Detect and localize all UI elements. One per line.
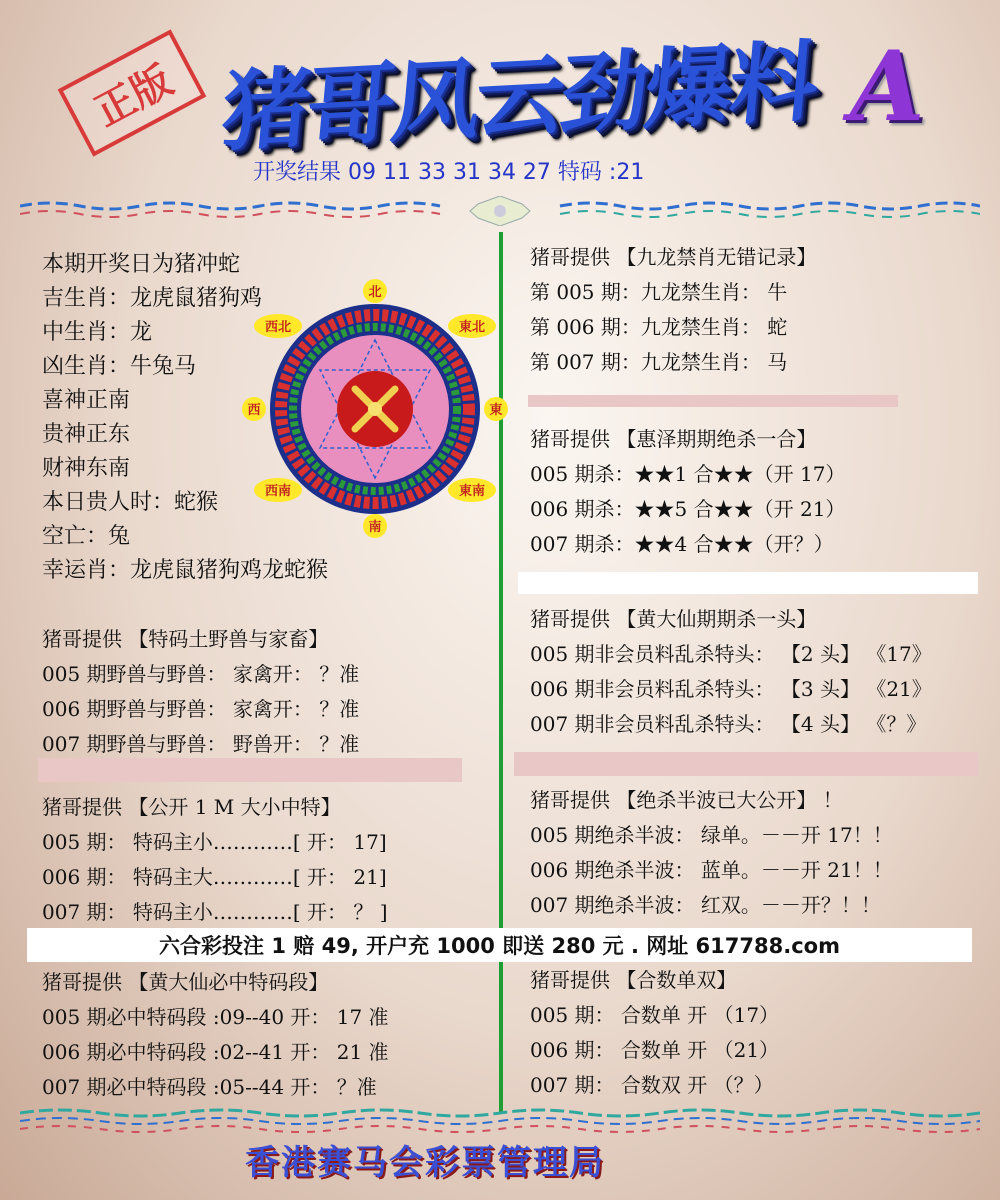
almanac-line: 吉生肖：龙虎鼠猪狗鸡 — [42, 286, 263, 311]
size-section — [42, 790, 388, 930]
promo-banner: 六合彩投注 1 赔 49, 开户充 1000 即送 280 元 . 网址 617788.com — [27, 928, 972, 962]
section-row: 007 期绝杀半波： 红双。－－开？！！ — [530, 893, 881, 917]
section-row: 第 006 期：九龙禁生肖： 蛇 — [530, 315, 788, 339]
section-row: 005 期非会员料乱杀特头： 【2 头】 《17》 — [530, 642, 932, 666]
almanac-line: 幸运肖：龙虎鼠猪狗鸡龙蛇猴 — [42, 558, 329, 583]
almanac-line: 凶生肖：牛兔马 — [42, 354, 197, 379]
section-row: 005 期杀：★★1 合★★（开 17） — [530, 462, 846, 486]
section-row: 006 期杀：★★5 合★★（开 21） — [530, 497, 846, 521]
section-row: 006 期野兽与野兽： 家禽开： ？准 — [42, 697, 360, 721]
pink-separator — [38, 758, 462, 782]
odd-even-section — [530, 963, 779, 1103]
section-row: 007 期野兽与野兽： 野兽开： ？准 — [42, 732, 360, 756]
almanac-line: 本日贵人时：蛇猴 — [42, 490, 219, 515]
section-row: 第 007 期：九龙禁生肖： 马 — [530, 350, 788, 374]
almanac-line: 喜神正南 — [42, 388, 131, 413]
section-heading: 猪哥提供 【黄大仙期期杀一头】 — [530, 607, 817, 631]
kill-combo-section — [530, 422, 845, 562]
almanac-line: 空亡：兔 — [42, 524, 131, 549]
section-row: 005 期绝杀半波： 绿单。－－开 17！！ — [530, 823, 893, 847]
almanac-line: 财神东南 — [42, 456, 131, 481]
wheel-dir-northeast: 東北 — [458, 320, 486, 335]
section-row: 005 期： 特码主小…………[ 开： 17] — [42, 830, 387, 854]
section-row: 006 期绝杀半波： 蓝单。－－开 21！！ — [530, 858, 893, 882]
almanac-line: 贵神正东 — [42, 422, 131, 447]
half-wave-section — [530, 783, 893, 923]
section-row: 005 期： 合数单 开 （17） — [530, 1003, 780, 1027]
section-row: 006 期非会员料乱杀特头： 【3 头】 《21》 — [530, 677, 932, 701]
section-heading: 猪哥提供 【合数单双】 — [530, 968, 737, 992]
wheel-dir-southwest: 西南 — [264, 484, 292, 499]
section-row: 007 期非会员料乱杀特头： 【4 头】 《？》 — [530, 712, 927, 736]
section-row: 007 期： 特码主小…………[ 开： ？ ] — [42, 900, 388, 924]
bottom-wave-divider — [20, 1105, 980, 1135]
section-heading: 猪哥提供 【九龙禁肖无错记录】 — [530, 245, 817, 269]
section-row: 第 005 期：九龙禁生肖： 牛 — [530, 280, 788, 304]
wheel-dir-east: 東 — [489, 403, 503, 418]
section-row: 005 期必中特码段 :09--40 开： 17 准 — [42, 1005, 389, 1029]
wheel-dir-southeast: 東南 — [458, 484, 486, 499]
section-row: 006 期必中特码段 :02--41 开： 21 准 — [42, 1040, 389, 1064]
wheel-dir-south: 南 — [368, 520, 382, 535]
section-row: 005 期野兽与野兽： 家禽开： ？准 — [42, 662, 360, 686]
white-separator — [518, 572, 978, 594]
compass-wheel — [240, 278, 510, 540]
wheel-dir-north: 北 — [368, 285, 382, 300]
section-heading: 猪哥提供 【惠泽期期绝杀一合】 — [530, 427, 817, 451]
section-heading: 猪哥提供 【黄大仙必中特码段】 — [42, 970, 329, 994]
draw-result: 开奖结果 09 11 33 31 34 27 特码 :21 — [253, 160, 645, 185]
authentic-stamp: 正版 — [58, 29, 207, 156]
section-row: 007 期： 合数双 开 （？） — [530, 1073, 774, 1097]
section-row: 007 期杀：★★4 合★★（开？） — [530, 532, 834, 556]
nine-dragon-section — [530, 240, 816, 380]
wheel-dir-northwest: 西北 — [264, 320, 292, 335]
footer-publisher: 香港赛马会彩票管理局 — [245, 1143, 605, 1183]
section-heading: 猪哥提供 【绝杀半波已大公开】 ！ — [530, 788, 843, 812]
section-heading: 猪哥提供 【公开 1 M 大小中特】 — [42, 795, 341, 819]
section-row: 007 期必中特码段 :05--44 开： ？准 — [42, 1075, 377, 1099]
range-section — [42, 965, 389, 1105]
almanac-line: 本期开奖日为猪冲蛇 — [42, 252, 241, 277]
pink-separator — [514, 752, 978, 776]
wheel-dir-west: 西 — [247, 403, 261, 418]
page-title: 猪哥风云劲爆料 — [217, 29, 819, 164]
top-wave-divider — [20, 196, 980, 226]
section-heading: 猪哥提供 【特码土野兽与家畜】 — [42, 627, 329, 651]
section-row: 006 期： 特码主大…………[ 开： 21] — [42, 865, 387, 889]
edition-letter: A — [850, 30, 925, 143]
section-row: 006 期： 合数单 开 （21） — [530, 1038, 780, 1062]
kill-head-section — [530, 602, 932, 742]
wildbeast-section — [42, 622, 359, 762]
almanac-line: 中生肖：龙 — [42, 320, 153, 345]
pink-separator — [528, 395, 898, 407]
